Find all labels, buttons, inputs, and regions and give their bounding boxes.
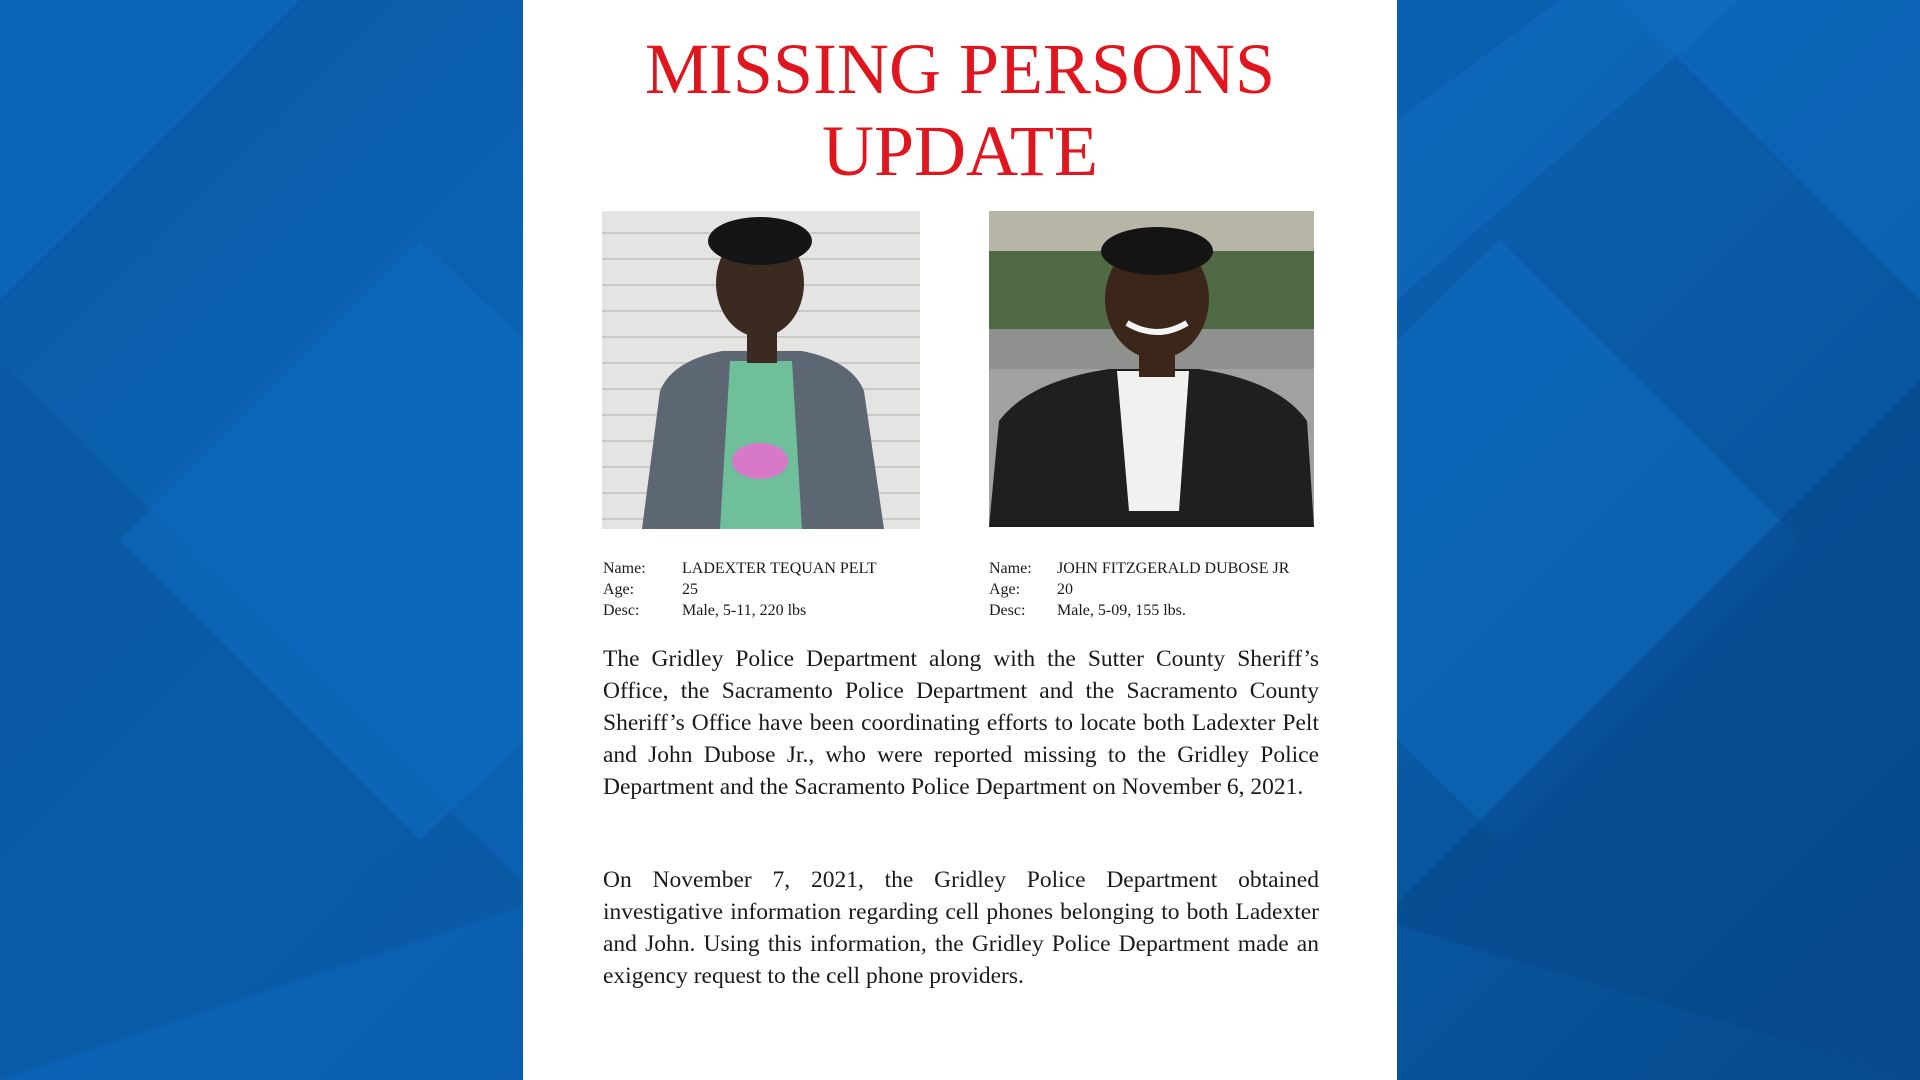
age-row [989, 579, 1329, 600]
body-paragraph-2: On November 7, 2021, the Gridley Police Department obtained investigative information regarding cell phones belonging to both Ladexter and John. Using this information, the Gridley Police Department made an exigency request to the cell phone providers. [603, 867, 1319, 989]
age-value: 25 [682, 581, 698, 598]
name-label: Name: [989, 560, 1032, 577]
title-line-2: UPDATE [821, 111, 1098, 191]
name-row [603, 558, 963, 579]
flyer-title [523, 28, 1397, 192]
name-value: JOHN FITZGERALD DUBOSE JR [1057, 560, 1290, 577]
desc-label: Desc: [989, 602, 1026, 619]
body-paragraph-1: The Gridley Police Department along with the Sutter County Sheriff’s Office, the Sacramento Police Department and the Sacramento County Sheriff’s Office have been coordinating efforts to locate both Ladexter Pelt and John Dubose Jr., who were reported missing to the Gridley Police Department and the Sacramento Police Department on November 6, 2021. [603, 646, 1319, 800]
person-info-2 [989, 558, 1329, 621]
name-label: Name: [603, 560, 646, 577]
age-row [603, 579, 963, 600]
age-value: 20 [1057, 581, 1073, 598]
desc-label: Desc: [603, 602, 640, 619]
desc-value: Male, 5-11, 220 lbs [682, 602, 807, 619]
desc-row [603, 600, 963, 621]
person-info-1 [603, 558, 963, 621]
photo-ladexter-pelt [602, 211, 920, 529]
name-row [989, 558, 1329, 579]
age-label: Age: [603, 581, 635, 598]
missing-persons-flyer [523, 0, 1397, 1080]
photo-john-dubose [989, 211, 1314, 527]
desc-value: Male, 5-09, 155 lbs. [1057, 602, 1186, 619]
age-label: Age: [989, 581, 1021, 598]
title-line-1: MISSING PERSONS [644, 29, 1276, 109]
name-value: LADEXTER TEQUAN PELT [682, 560, 877, 577]
desc-row [989, 600, 1329, 621]
